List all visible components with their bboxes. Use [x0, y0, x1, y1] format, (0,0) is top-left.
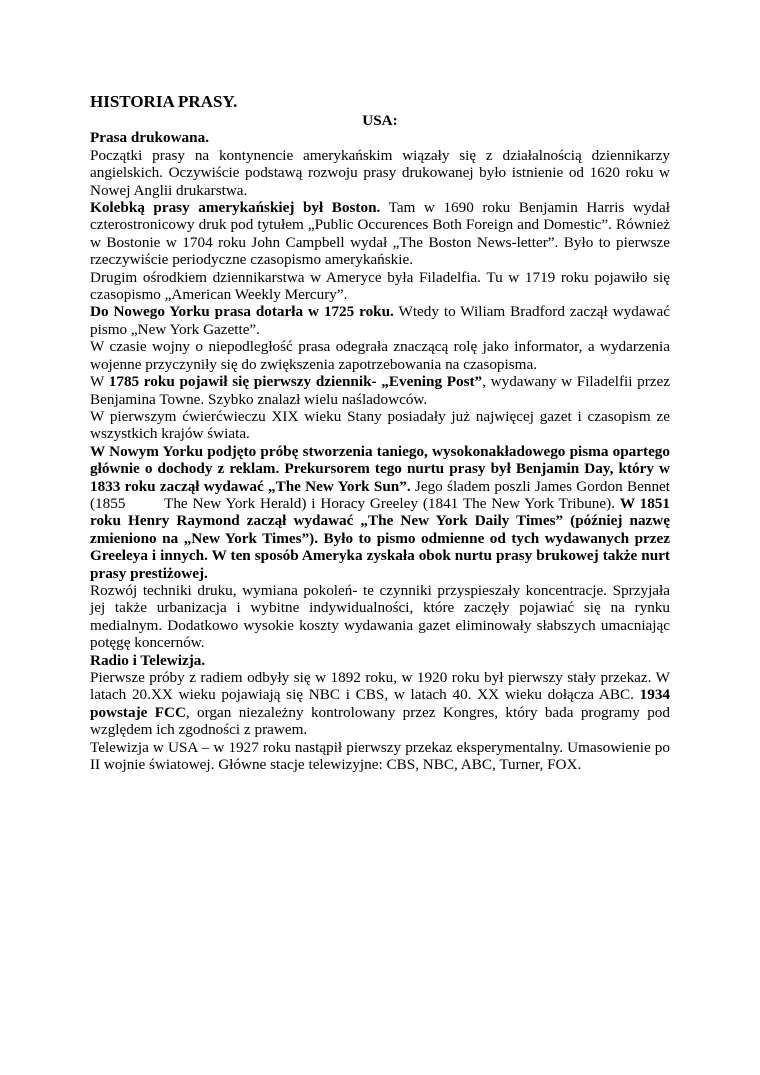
new-york-lead: Do Nowego Yorku prasa dotarła w 1725 roku. [90, 303, 394, 321]
section-heading-radio-tv: Radio i Telewizja. [90, 651, 206, 669]
paragraph-war: W czasie wojny o niepodległość prasa odegrała znaczącą rolę jako informator, a wydarzenia wojenne przyczyniły się do zwiększenia zapotrzebowania na czasopisma. [90, 338, 670, 373]
first-daily-start: W [90, 373, 109, 391]
country-heading: USA: [362, 112, 398, 129]
paragraph-television: Telewizja w USA – w 1927 roku nastąpił pierwszy przekaz eksperymentalny. Umasowienie po II wojnie światowej. Główne stacje telewizyjne: CBS, NBC, ABC, Turner, FOX. [90, 738, 670, 774]
paragraph-first-daily [90, 373, 670, 408]
radio-fcc: 1934 powstaje FCC [90, 686, 670, 721]
penny-press-text: Jego śladem poszli James Gordon Bennet (1855 The New York Herald) i Horacy Greeley (1841 The New York Tribune). [90, 477, 674, 512]
radio-text: Pierwsze próby z radiem odbyły się w 1892 roku, w 1920 roku był pierwszy stały przekaz. W latach 20.XX wieku pojawiają się NBC i CBS, w latach 40. XX wieku dołącza ABC. [90, 669, 670, 704]
paragraph-boston [90, 199, 670, 269]
section-heading-print: Prasa drukowana. [90, 129, 209, 147]
first-daily-lead: 1785 roku pojawił się pierwszy dziennik- „Evening Post” [108, 373, 483, 391]
paragraph-19th-century: W pierwszym ćwierćwieczu XIX wieku Stany posiadały już najwięcej gazet i czasopism ze wszystkich krajów świata. [90, 407, 670, 443]
first-daily-text: , wydawany w Filadelfii przez Benjamina Towne. Szybko znalazł wielu naśladowców. [90, 373, 670, 408]
paragraph-new-york [90, 303, 670, 338]
document-title: HISTORIA PRASY. [90, 92, 238, 111]
boston-text: Tam w 1690 roku Benjamin Harris wydał czterostronicowy druk pod tytułem „Public Occurences Both Foreign and Domestic”. Również w Bostonie w 1704 roku John Campbell wydał „The Boston News-letter”. Było to pierwsze rzeczywiście periodyczne czasopismo amerykańskie. [90, 199, 670, 269]
radio-text-end: , organ niezależny kontrolowany przez Kongres, który bada programy pod względem ich zgodności z prawem. [90, 703, 670, 739]
new-york-text: Wtedy to Wiliam Bradford zaczął wydawać pismo „New York Gazette”. [90, 303, 671, 338]
paragraph-concentration: Rozwój techniki druku, wymiana pokoleń- te czynniki przyspieszały koncentracje. Sprzyjała jej także urbanizacja i wybitne indywidualności, które zaczęły pojawiać się na rynku medialnym. Dodatkowo wysokie koszty wydawania gazet eliminowały słabszych umacniając potęgę koncernów. [90, 581, 670, 652]
paragraph-origins: Początki prasy na kontynencie amerykańskim wiązały się z działalnością dziennikarzy angielskich. Oczywiście podstawą rozwoju prasy drukowanej było istnienie od 1620 roku w Nowej Anglii drukarstwa. [90, 146, 670, 199]
paragraph-philadelphia: Drugim ośrodkiem dziennikarstwa w Ameryce była Filadelfia. Tu w 1719 roku pojawiło się czasopismo „American Weekly Mercury”. [90, 268, 670, 304]
document-page [90, 92, 674, 774]
penny-press-times: W 1851 roku Henry Raymond zaczął wydawać „The New York Daily Times” (później nazwę zmieniono na „New York Times”). Było to pismo odmienne od tych wydawanych przez Greeleya i innych. W ten sposób Ameryka zyskała obok nurtu prasy brukowej także nurt prasy prestiżowej. [90, 494, 670, 582]
penny-press-lead: W Nowym Yorku podjęto próbę stworzenia taniego, wysokonakładowego pisma opartego głównie o dochody z reklam. Prekursorem tego nurtu prasy był Benjamin Day, który w 1833 roku zaczął wydawać „The New York Sun”. [90, 442, 670, 495]
paragraph-radio [90, 669, 670, 739]
paragraph-penny-press [90, 442, 674, 582]
boston-lead: Kolebką prasy amerykańskiej był Boston. [90, 199, 381, 217]
